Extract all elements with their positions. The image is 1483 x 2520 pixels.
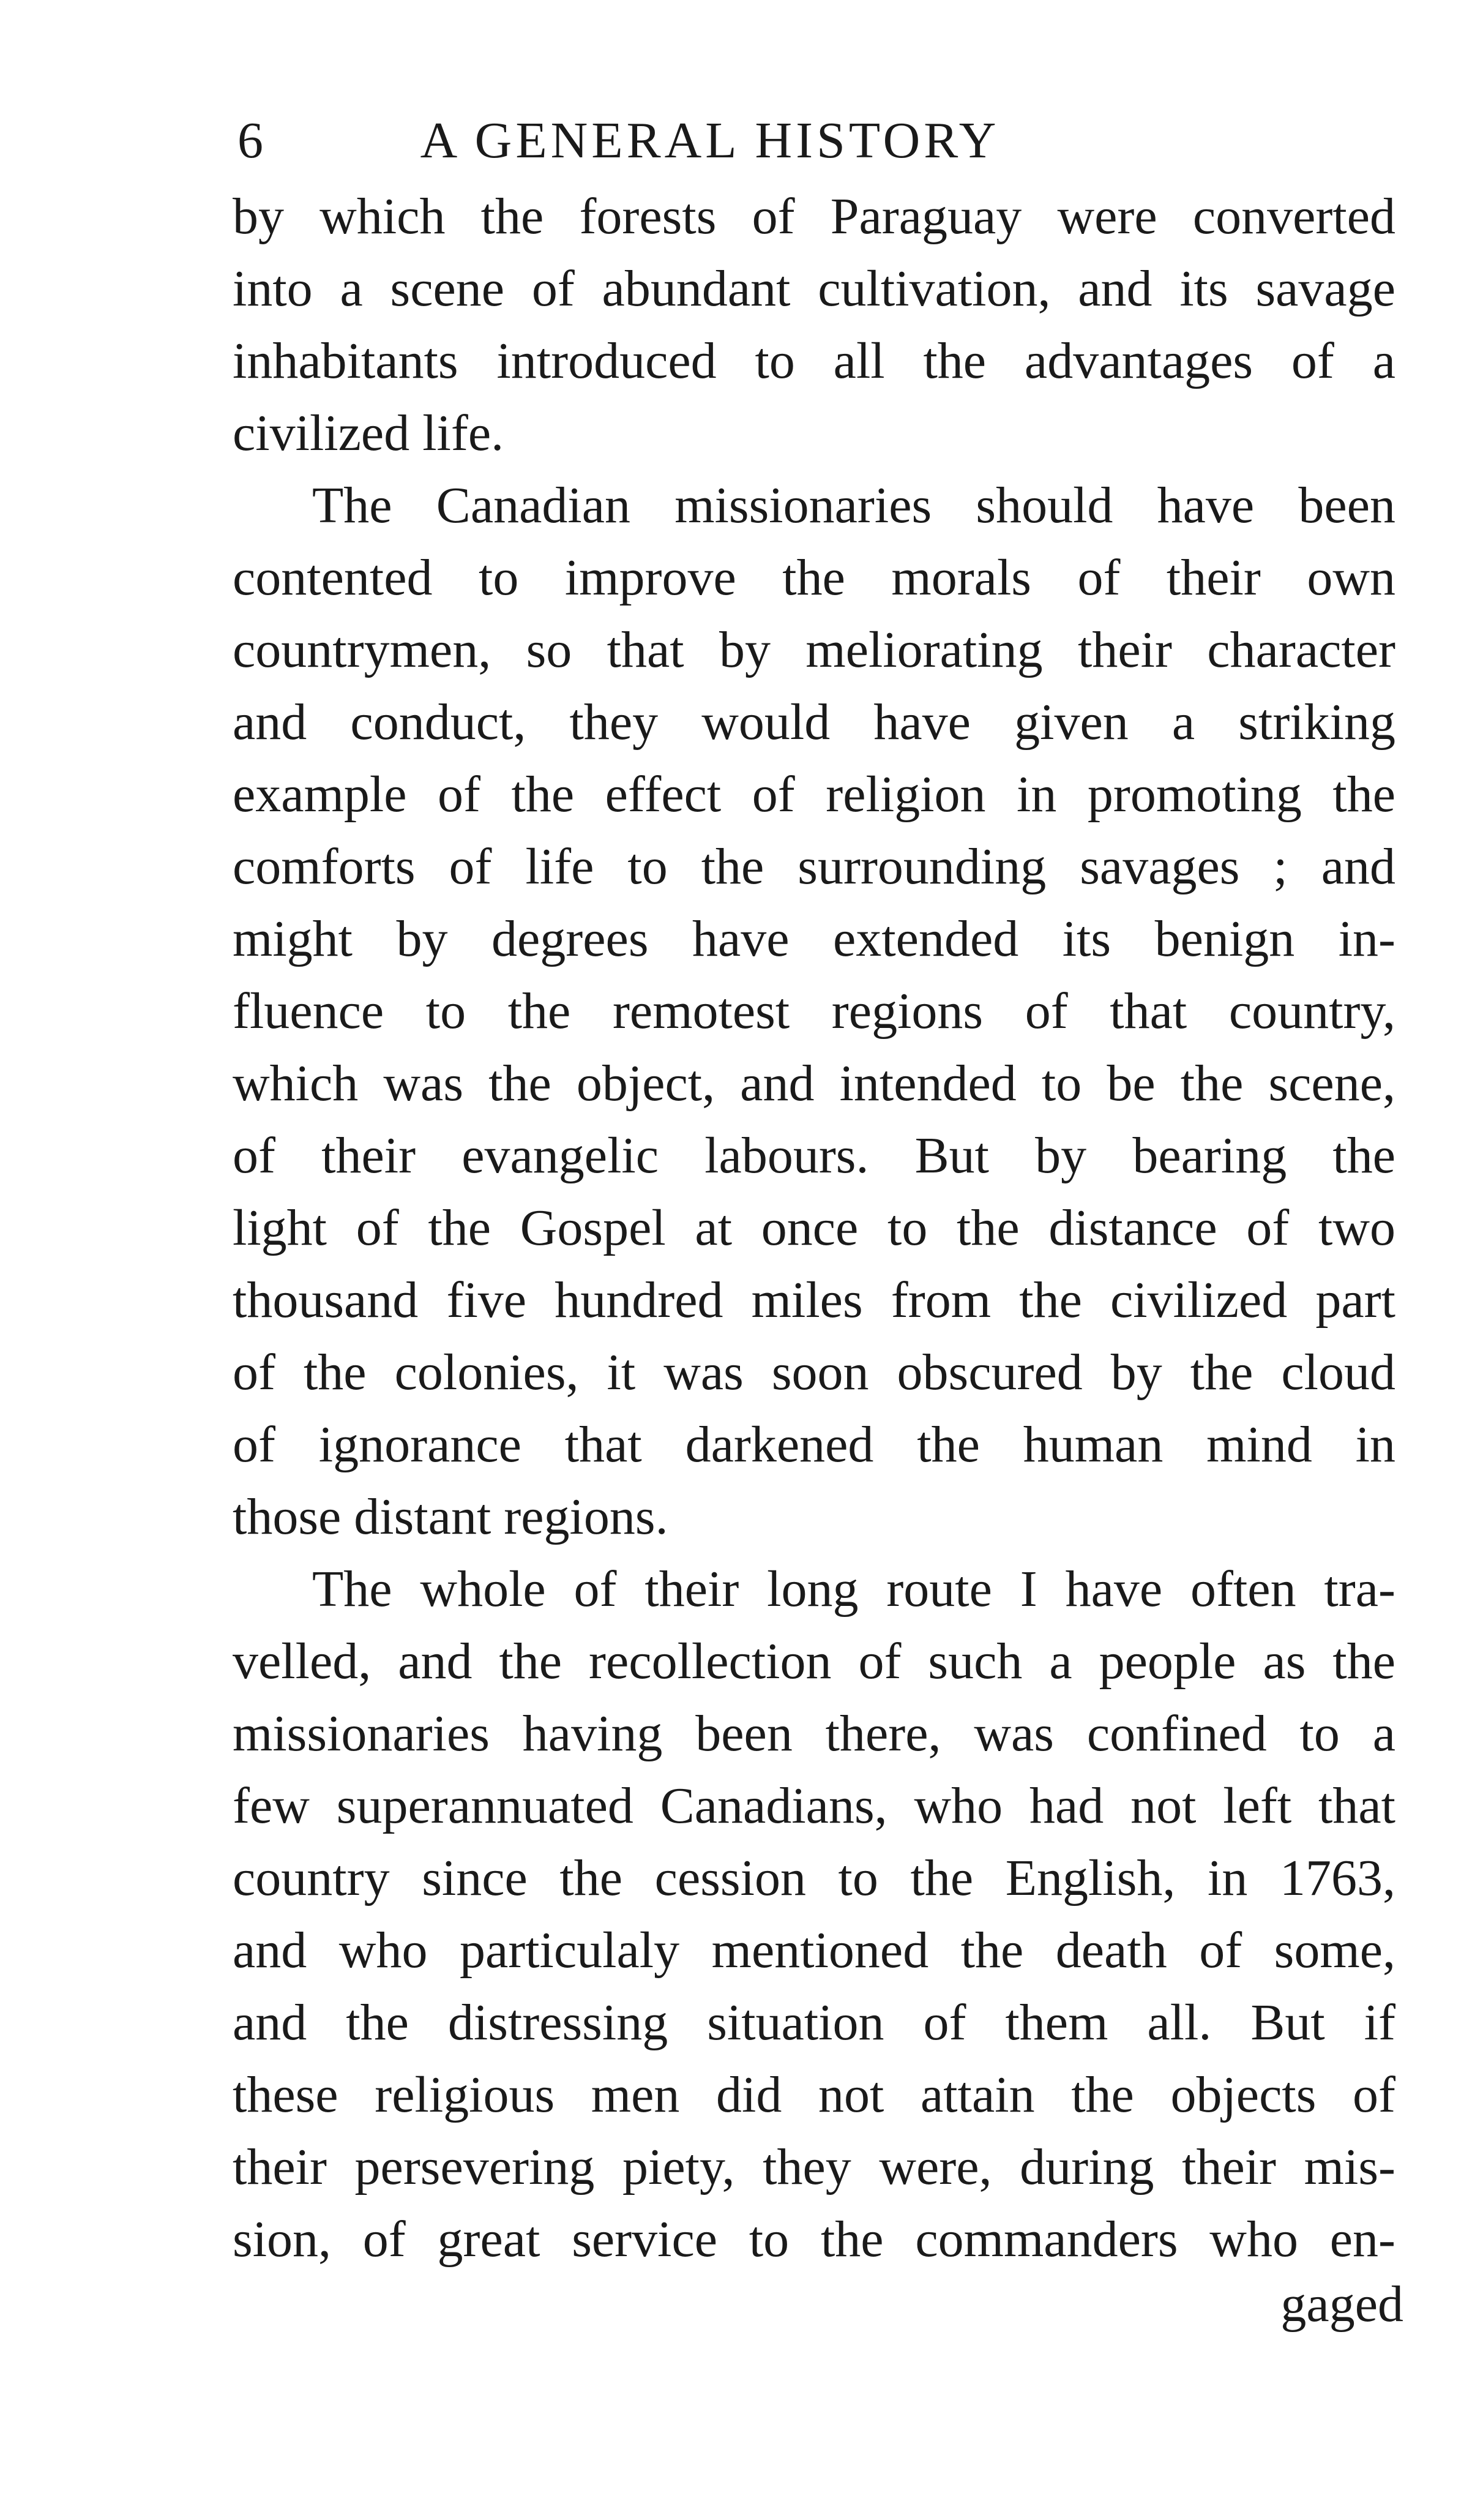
text-line: and who particulaly mentioned the death of some, [233,1922,1395,1979]
catchword: gaged [1280,2276,1403,2333]
text-line: fluence to the remotest regions of that country, [233,983,1395,1040]
page-number: 6 [237,112,263,169]
text-line: these religious men did not attain the objects of [233,2066,1395,2123]
running-title: A GENERAL HISTORY [420,112,1000,169]
text-line: The Canadian missionaries should have been [312,477,1395,534]
text-line: country since the cession to the English, in 1763, [233,1850,1395,1907]
text-line: sion, of great service to the commanders who en- [233,2211,1395,2268]
body-text [233,181,1395,2276]
text-line: those distant regions. [233,1488,668,1545]
text-line: into a scene of abundant cultivation, and its savage [233,260,1395,317]
text-line: and the distressing situation of them all. But if [233,1994,1395,2051]
text-line: The whole of their long route I have often tra- [312,1561,1395,1618]
text-line: velled, and the recollection of such a people as the [233,1633,1395,1690]
text-line: missionaries having been there, was confined to a [233,1705,1395,1762]
text-line: which was the object, and intended to be the scene, [233,1055,1395,1112]
text-line: thousand five hundred miles from the civilized part [233,1272,1395,1329]
text-line: few superannuated Canadians, who had not left that [233,1777,1395,1834]
text-line: of their evangelic labours. But by bearing the [233,1127,1395,1184]
page-header [233,104,1187,178]
text-line: inhabitants introduced to all the advantages of a [233,332,1395,389]
text-line: example of the effect of religion in promoting the [233,766,1395,823]
text-line: countrymen, so that by meliorating their character [233,621,1395,678]
text-line: by which the forests of Paraguay were converted [233,188,1395,245]
text-line: light of the Gospel at once to the distance of two [233,1199,1395,1256]
text-line: civilized life. [233,405,504,462]
text-line: their persevering piety, they were, during their mis- [233,2139,1395,2196]
text-line: might by degrees have extended its benign in- [233,910,1395,967]
text-line: comforts of life to the surrounding savages ; and [233,838,1395,895]
text-line: contented to improve the morals of their own [233,549,1395,606]
text-line: of the colonies, it was soon obscured by the cloud [233,1344,1395,1401]
text-line: of ignorance that darkened the human mind in [233,1416,1395,1473]
text-line: and conduct, they would have given a striking [233,694,1395,751]
